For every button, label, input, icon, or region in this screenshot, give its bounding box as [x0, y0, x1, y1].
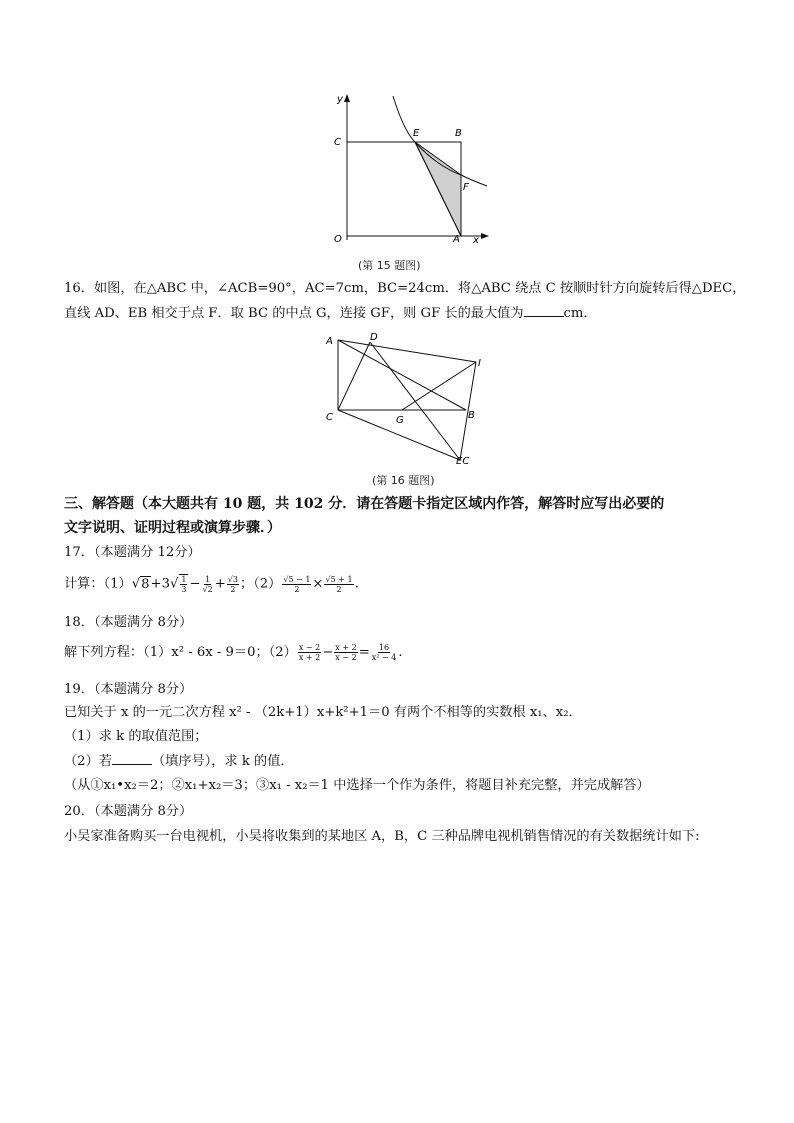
fig15-label-x: x: [473, 235, 479, 246]
section3-heading-line1: 三、解答题（本大题共有 10 题，共 102 分．请在答题卡指定区域内作答，解答时应写出必要的: [64, 496, 665, 512]
q16-line2-unit: cm．: [563, 306, 597, 321]
q19-answer-blank: [112, 751, 152, 765]
figure-16: [320, 330, 495, 465]
fig15-label-f: F: [463, 182, 469, 193]
q17-frac2: $\frac{1}{√2}$: [202, 574, 213, 594]
q17-plus3: +3: [150, 576, 170, 592]
q18-frac1: $\frac{x - 2}{x + 2}$: [298, 643, 321, 662]
q18-frac2: $\frac{x + 2}{x - 2}$: [335, 643, 357, 662]
q17-prefix: 计算：（1）: [64, 576, 132, 592]
fig15-label-b: B: [455, 128, 462, 139]
q19-line2: （1）求 k 的取值范围；: [64, 729, 208, 744]
fig16-label-d: D: [370, 332, 378, 343]
q20-line1: 小吴家准备购买一台电视机，小吴将收集到的某地区 A，B，C 三种品牌电视机销售情况的有关数据统计如下:: [64, 829, 700, 844]
figure-15: [325, 90, 495, 250]
fig15-label-c: C: [334, 137, 341, 148]
q19-line3: [64, 751, 294, 772]
q19-line3-text: （2）若: [64, 754, 112, 769]
q17-frac3: $\frac{√3}{2}$: [227, 574, 238, 594]
q18-part1: 解下列方程：（1）x² - 6x - 9＝0；（2）: [64, 645, 297, 660]
q18-end: .: [398, 645, 403, 660]
fig15-label-e: E: [413, 128, 420, 139]
fig15-label-a: A: [453, 234, 460, 245]
q17-frac4: $\frac{√5 - 1}{2}$: [283, 574, 311, 594]
q17-end: .: [354, 576, 359, 592]
q17-header: 17．（本题满分 12分）: [64, 545, 201, 560]
q16-answer-blank: [524, 303, 564, 317]
q17-minus: −: [189, 576, 201, 592]
q16-line2: [64, 303, 597, 324]
q19-line4: （从①x₁•x₂＝2；②x₁+x₂＝3；③x₁ - x₂＝1 中选择一个作为条件，将题目补充完整，并完成解答）: [64, 778, 650, 793]
section3-heading-line2: 文字说明、证明过程或演算步骤．）: [64, 520, 281, 536]
q18-minus: −: [322, 645, 334, 660]
q19-header: 19．（本题满分 8分）: [64, 682, 193, 697]
fig16-label-g: G: [396, 415, 404, 426]
q20-header: 20．（本题满分 8分）: [64, 804, 193, 819]
q17-sep: ；（2）: [239, 576, 282, 592]
fig16-label-ec: EC: [456, 456, 470, 465]
fig16-label-a: A: [326, 336, 333, 347]
fig15-caption: (第 15 题图): [358, 259, 421, 272]
fig16-label-i: I: [478, 358, 481, 369]
q17-times: ×: [312, 576, 324, 592]
fig16-label-c: C: [326, 412, 333, 423]
q19-line3-rest: （填序号），求 k 的值．: [151, 754, 294, 769]
q18-frac3: $\frac{16}{\text{x² − 4}}$: [371, 643, 397, 662]
q18-eq: =: [358, 645, 370, 660]
q17-sqrt8: 8: [141, 576, 150, 592]
fig15-label-y: y: [337, 94, 343, 105]
fig15-label-o: O: [334, 234, 342, 245]
q19-line1: 已知关于 x 的一元二次方程 x² - （2k+1）x+k²+1＝0 有两个不相等的实数根 x₁、x₂．: [64, 705, 582, 720]
q18-body: [64, 643, 403, 663]
q17-body: 计算：（1）√8+3√ $\frac{1}{3}$ − $\frac{1}{√2}$ + $\frac{√3}{2}$ ；（2） $\frac{√5 - 1}{2}$ × $\frac{√5 + 1}{2}$ .: [64, 574, 359, 594]
q16-line2-text: 直线 AD、EB 相交于点 F．取 BC 的中点 G，连接 GF，则 GF 长的最大值为: [64, 306, 524, 321]
q18-header: 18．（本题满分 8分）: [64, 615, 193, 630]
q17-frac1: $\frac{1}{3}$: [181, 575, 187, 594]
fig16-label-b: B: [468, 410, 475, 421]
q17-plus: +: [214, 576, 226, 592]
q16-line1: 16．如图，在△ABC 中，∠ACB=90°，AC=7cm，BC=24cm．将△ABC 绕点 C 按顺时针方向旋转后得△DEC，: [64, 281, 746, 296]
q17-frac5: $\frac{√5 + 1}{2}$: [325, 574, 353, 594]
fig16-caption: (第 16 题图): [372, 474, 435, 487]
